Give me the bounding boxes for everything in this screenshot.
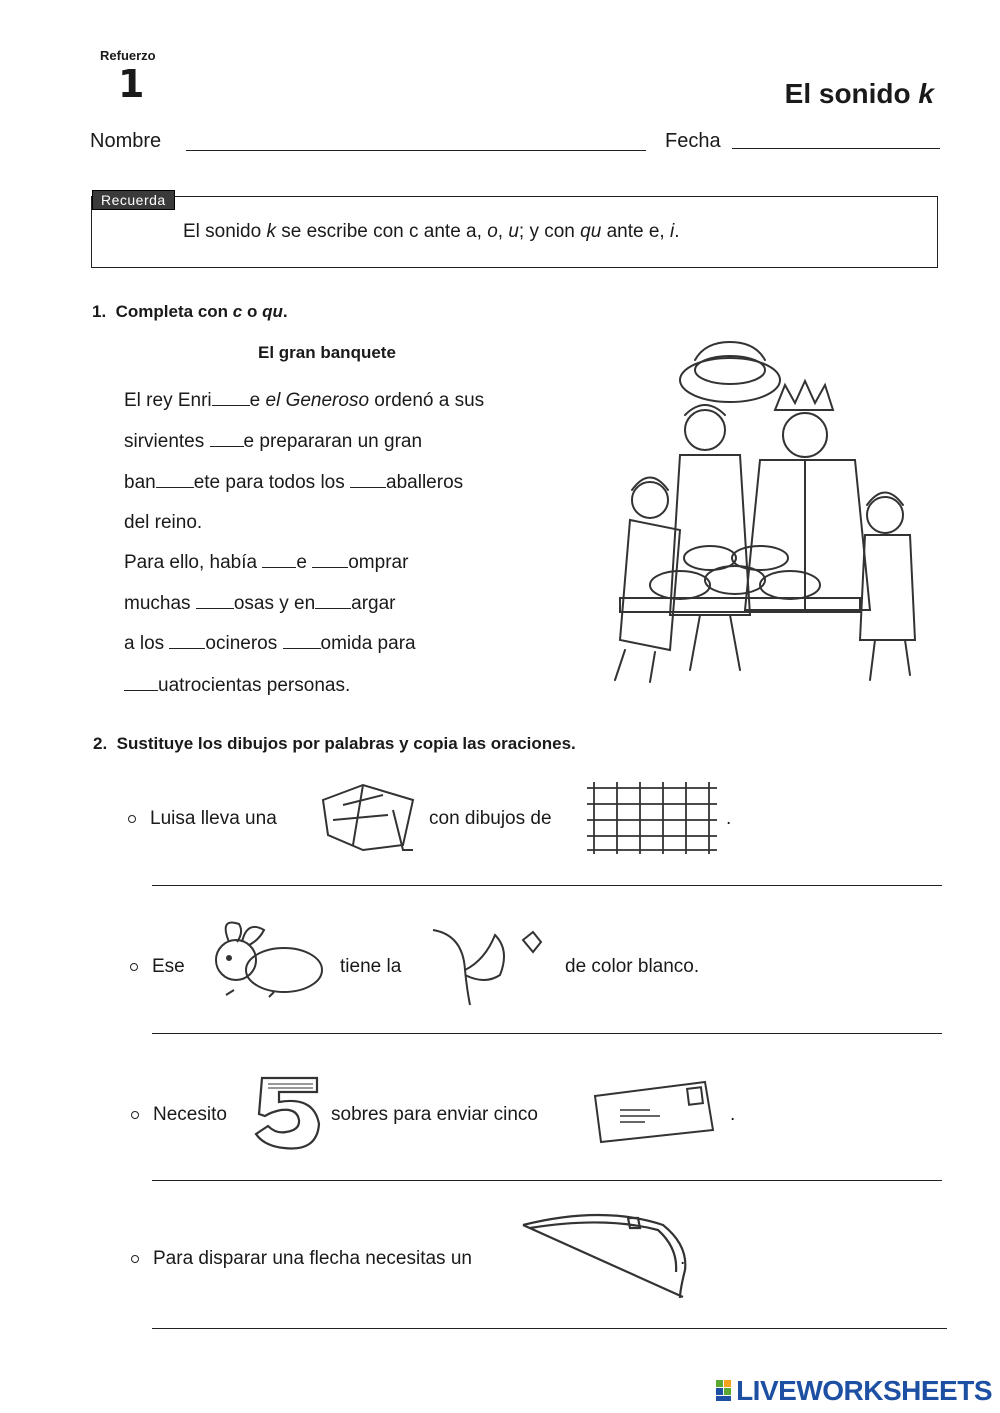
story-line-7: a los ocineros omida para — [124, 633, 416, 654]
story-line-4: del reino. — [124, 512, 203, 533]
sentence-3-after: . — [730, 1104, 736, 1125]
unit-number: 1 — [118, 62, 145, 106]
blank-input[interactable] — [196, 594, 234, 609]
blank-input[interactable] — [315, 594, 351, 609]
sentence-2-middle: tiene la — [340, 956, 402, 977]
story-line-1: El rey Enri e el Generoso ordenó a sus — [124, 390, 485, 411]
rabbit-picture — [204, 920, 329, 1000]
date-label: Fecha — [665, 130, 721, 152]
blank-input[interactable] — [312, 553, 348, 568]
name-field[interactable] — [186, 150, 646, 151]
sentence-1-middle: con dibujos de — [429, 808, 552, 829]
sentence-1-after: . — [726, 808, 732, 829]
tail-picture — [428, 922, 558, 1007]
sentence-1: Luisa lleva una — [128, 808, 277, 830]
bullet-icon — [130, 963, 138, 971]
jacket-picture — [313, 780, 423, 860]
watermark-text: LIVEWORKSHEETS — [736, 1375, 992, 1406]
liveworksheets-logo-icon — [716, 1380, 732, 1402]
answer-line-3[interactable] — [152, 1180, 942, 1181]
answer-line-4[interactable] — [152, 1328, 947, 1329]
bullet-icon — [128, 815, 136, 823]
story-line-6: muchas osas y en argar — [124, 593, 396, 614]
sentence-4-after: . — [680, 1248, 686, 1269]
blank-input[interactable] — [283, 634, 321, 649]
bullet-icon — [131, 1255, 139, 1263]
sentence-4: Para disparar una flecha necesitas un — [131, 1248, 472, 1270]
refuerzo-label: Refuerzo — [100, 48, 156, 63]
answer-line-1[interactable] — [152, 885, 942, 886]
story-line-5: Para ello, había e omprar — [124, 552, 409, 573]
blank-input[interactable] — [262, 553, 296, 568]
exercise2-instruction: Sustituye los dibujos por palabras y copia las oraciones. — [116, 734, 576, 753]
bullet-icon — [131, 1111, 139, 1119]
blank-input[interactable] — [156, 473, 194, 488]
exercise2-heading — [93, 734, 576, 754]
banquet-illustration — [600, 340, 930, 690]
sentence-2: Ese — [130, 956, 185, 978]
answer-line-2[interactable] — [152, 1033, 942, 1034]
date-field[interactable] — [732, 148, 940, 149]
sentence-3-middle: sobres para enviar cinco — [331, 1104, 538, 1125]
blank-input[interactable] — [212, 391, 250, 406]
story-line-3: ban ete para todos los aballeros — [124, 472, 464, 493]
page-title — [785, 78, 934, 110]
blank-input[interactable] — [350, 473, 386, 488]
sentence-2-after: de color blanco. — [565, 956, 700, 977]
story-line-2: sirvientes e prepararan un gran — [124, 431, 423, 452]
reminder-tag: Recuerda — [92, 190, 175, 210]
liveworksheets-watermark — [716, 1375, 992, 1407]
title-letter: k — [918, 78, 934, 109]
exercise1-number: 1. — [92, 302, 107, 321]
name-label: Nombre — [90, 130, 162, 152]
story-line-8: uatrocientas personas. — [124, 675, 350, 697]
bow-picture — [518, 1210, 690, 1302]
grid-squares-picture — [582, 780, 722, 855]
number-five-picture — [252, 1074, 324, 1150]
story-title: El gran banquete — [258, 343, 396, 362]
sentence-3: Necesito — [131, 1104, 227, 1126]
blank-input[interactable] — [210, 432, 244, 447]
reminder-text: El sonido k se escribe con c ante a, o, u; y con qu ante e, i. — [183, 221, 680, 242]
exercise2-number: 2. — [93, 734, 108, 753]
blank-input[interactable] — [169, 634, 205, 649]
title-prefix: El sonido — [784, 78, 919, 109]
exercise1-heading: 1. Completa con c o qu. — [92, 302, 288, 321]
blank-input[interactable] — [124, 676, 158, 691]
envelope-picture — [590, 1078, 720, 1148]
